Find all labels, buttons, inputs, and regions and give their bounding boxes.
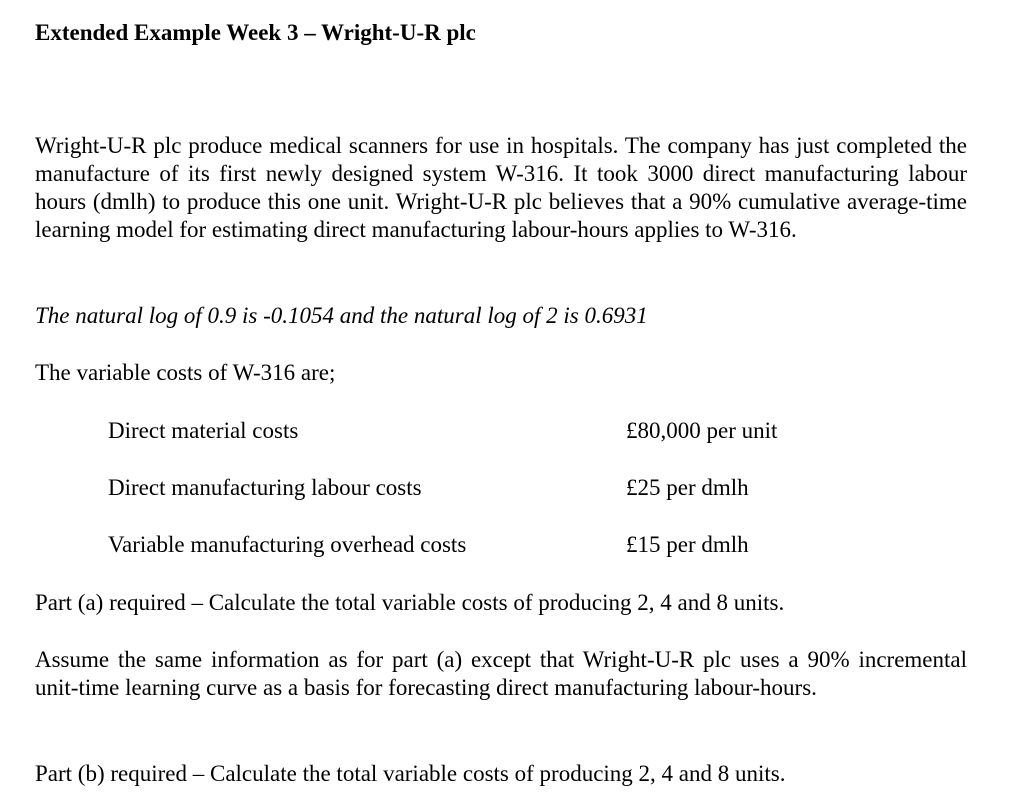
cost-value: £80,000 per unit [626,418,778,443]
cost-label: Direct material costs [108,418,299,443]
cost-value: £15 per dmlh [626,532,749,557]
cost-label: Variable manufacturing overhead costs [108,532,467,557]
cost-row-variable-overhead [108,531,868,559]
cost-row-direct-material [108,417,868,445]
intro-paragraph: Wright-U-R plc produce medical scanners for use in hospitals. The company has just completed the manufacture of its first newly designed system W-316. It took 3000 direct manufacturing labour hours (dmlh) to produce this one unit. Wright-U-R plc believes that a 90% cumulative average-time learning model for estimating direct manufacturing labour-hours applies to W-316. [35,133,967,242]
cost-label: Direct manufacturing labour costs [108,475,422,500]
assumption-paragraph: Assume the same information as for part (a) except that Wright-U-R plc uses a 90% incremental unit-time learning curve as a basis for forecasting direct manufacturing labour-hours. [35,647,967,700]
cost-row-direct-labour [108,474,868,502]
natural-log-note: The natural log of 0.9 is -0.1054 and the natural log of 2 is 0.6931 [35,303,648,328]
part-b-requirement: Part (b) required – Calculate the total variable costs of producing 2, 4 and 8 units. [35,761,786,786]
part-a-requirement: Part (a) required – Calculate the total variable costs of producing 2, 4 and 8 units. [35,590,785,615]
cost-value: £25 per dmlh [626,475,749,500]
variable-costs-heading: The variable costs of W-316 are; [35,360,336,385]
document-title: Extended Example Week 3 – Wright-U-R plc [35,20,476,45]
